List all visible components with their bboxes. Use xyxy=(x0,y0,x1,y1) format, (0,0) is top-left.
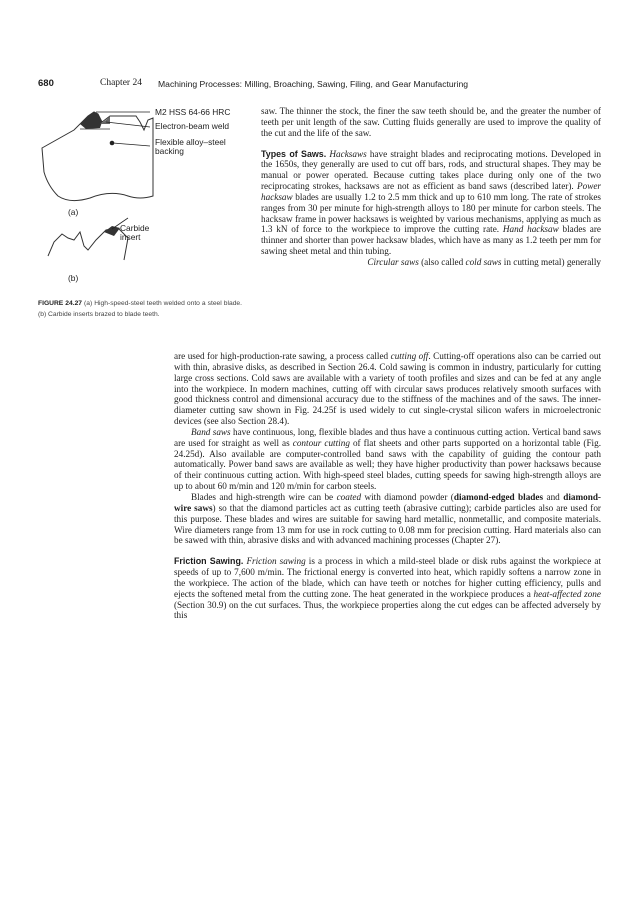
heading-friction-sawing: Friction Sawing. xyxy=(174,556,244,567)
paragraph-types-of-saws: Types of Saws. Hacksaws have straight blades and reciprocating motions. Developed in the 1650s, they generally are used to cut off bars, rods, and structural shapes. They may be manual or power operated. Because cutting takes place during only one of the two reciprocating strokes, hacksaws are not as efficient as band saws (described later). Power hacksaw blades are usually 1.2 to 2.5 mm thick and up to 610 mm long. The rate of strokes ranges from 30 per minute for high-strength alloys to 180 per minute for carbon steels. The hacksaw frame in power hacksaws is weighted by various mechanisms, applying as much as 1.3 kN of force to the workpiece to improve the cutting rate. Hand hacksaw blades are thinner and shorter than power hacksaw blades, which have as many as 1.2 teeth per mm for sawing sheet metal and thin tubing. xyxy=(261,148,602,257)
label-carbide-line2: insert xyxy=(120,232,141,242)
carbide-insert-shape xyxy=(104,226,120,236)
paragraph-1: saw. The thinner the stock, the finer the saw teeth should be, and the greater the number of teeth per unit length of the saw. Cutting fluids generally are used to improve the quality of the cut and the life of the saw. xyxy=(261,106,601,138)
caption-number: FIGURE 24.27 xyxy=(38,300,83,307)
figure-24-27 xyxy=(40,100,250,300)
heading-types-of-saws: Types of Saws. xyxy=(261,148,327,159)
full-width-text xyxy=(174,351,601,621)
label-weld: Electron-beam weld xyxy=(155,121,230,131)
chapter-label: Chapter 24 xyxy=(100,78,142,88)
label-backing-line2: backing xyxy=(155,146,184,156)
chapter-title: Machining Processes: Milling, Broaching, Sawing, Filing, and Gear Manufacturing xyxy=(158,79,469,89)
label-hss: M2 HSS 64-66 HRC xyxy=(155,107,231,117)
label-backing-line1: Flexible alloy–steel xyxy=(155,137,226,147)
paragraph-circular-saws: are used for high-production-rate sawing, a process called cutting off. Cutting-off operations also can be carried out with thin, abrasive disks, as described in Section 26.4. Cold sawing is common in industry, particularly for cutting large cross sections. Cold saws are available with a variety of tooth profiles and sizes and can be fed at any angle into the workpiece. In modern machines, cutting off with circular saws produces relatively smooth surfaces with good thickness control and dimensional accuracy due to the stiffness of the machines and of the saws. The inner-diameter cutting saw shown in Fig. 24.25f is used widely to cut single-crystal silicon wafers in microelectronic devices (see also Section 28.4). xyxy=(174,351,602,427)
right-column-text xyxy=(261,106,601,268)
label-part-b: (b) xyxy=(68,273,79,283)
paragraph-friction-sawing: Friction Sawing. Friction sawing is a process in which a mild-steel blade or disk rubs against the workpiece at speeds of up to 7,600 m/min. The frictional energy is converted into heat, which rapidly softens a narrow zone in the workpiece. The action of the blade, which can have teeth or notches for higher cutting efficiency, pulls and ejects the softened metal from the cutting zone. The heat generated in the workpiece produces a heat-affected zone (Section 30.9) on the cut surfaces. Thus, the workpiece properties along the cut edges can be affected adversely by this xyxy=(174,556,602,621)
figure-caption xyxy=(38,299,242,320)
label-part-a: (a) xyxy=(68,207,79,217)
running-header xyxy=(38,78,469,89)
page-number: 680 xyxy=(38,78,54,89)
label-carbide-line1: Carbide xyxy=(120,223,150,233)
paragraph-coated-blades: Blades and high-strength wire can be coated with diamond powder (diamond-edged blades and diamond-wire saws) so that the diamond particles act as cutting teeth (abrasive cutting); carbide particles also are used for this purpose. These blades and wires are suitable for sawing hard metallic, nonmetallic, and composite materials. Wire diameters range from 13 mm for use in rock cutting to 0.08 mm for precision cutting. Hard materials also can be sawed with thin, abrasive disks and with advanced machining processes (Chapter 27). xyxy=(174,491,601,546)
caption-text: (a) High-speed-steel teeth welded onto a steel blade. (b) Carbide inserts brazed to blade teeth. xyxy=(38,300,242,318)
paragraph-circular-saws-start: Circular saws (also called cold saws in cutting metal) generally xyxy=(367,256,601,267)
paragraph-band-saws: Band saws have continuous, long, flexible blades and thus have a continuous cutting action. Vertical band saws are used for straight as well as contour cutting of flat sheets and other parts supported on a horizontal table (Fig. 24.25d). Also available are computer-controlled band saws with the capability of guiding the contour path automatically. Power band saws are available as well; they have higher productivity than power hacksaws because of their continuous cutting action. With high-speed steel blades, cutting speeds for sawing high-strength alloys are up to about 60 m/min and 120 m/min for carbon steels. xyxy=(174,426,602,492)
